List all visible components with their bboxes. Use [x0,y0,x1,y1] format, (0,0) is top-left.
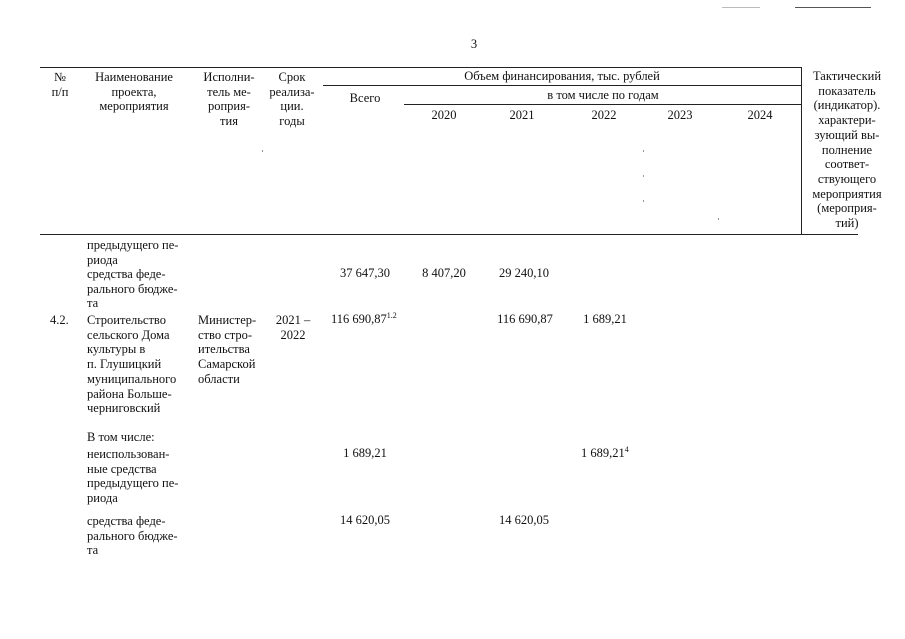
row-federal-budget-total: 37 647,30 [340,266,390,280]
header-year-2023: 2023 [667,108,693,122]
footnote-marker: 1.2 [386,311,397,320]
header-project-name: Наименование проекта, мероприятия [95,70,173,114]
scan-dot [643,200,644,202]
header-bottom-rule [40,234,858,235]
row-including-label: В том числе: [87,430,155,444]
scan-dot [643,150,644,152]
funding-group-rule [323,85,802,86]
page-number: 3 [470,37,478,51]
row-unused-funds-2022: 1 689,21$^4$ [581,445,629,460]
row-federal-budget-2-total: 14 620,05 [340,513,390,527]
indicator-column-rule [801,67,802,235]
footnote-marker: 4 [624,445,629,454]
header-indicator: Тактический показатель (индикатор). характери- зующий вы- полнение соответ- ствующего мероприятия (мероприя- тий) [812,69,882,231]
header-year-2020: 2020 [431,108,457,122]
header-year-2021: 2021 [509,108,535,122]
row-federal-budget-name: средства феде- рального бюдже- та [87,267,178,311]
header-total: Всего [349,91,381,105]
header-term: Срок реализа- ции. годы [269,70,315,129]
row-federal-budget-2-name: средства феде- рального бюдже- та [87,514,178,558]
scan-dot [718,218,719,220]
table-top-rule [40,67,802,68]
scan-dot [262,150,263,152]
scan-mark-line [722,7,760,8]
header-year-2024: 2024 [747,108,773,122]
row-federal-budget-2020: 8 407,20 [422,266,466,280]
row-federal-budget-2-2021: 14 620,05 [499,513,549,527]
header-funding-group: Объем финансирования, тыс. рублей [464,69,660,83]
header-by-years: в том числе по годам [547,88,659,102]
row-4-2-number: 4.2. [50,313,69,327]
scan-mark-line [795,7,871,8]
row-4-2-term: 2021 – 2022 [275,313,311,342]
row-prev-period-name: предыдущего пе- риода [87,238,179,267]
row-4-2-executor: Министер- ство стро- ительства Самарской области [198,313,257,386]
row-unused-funds-total: 1 689,21 [343,446,387,460]
header-number: № п/п [51,70,69,99]
row-4-2-2021: 116 690,87 [497,312,553,326]
header-year-2022: 2022 [591,108,617,122]
row-4-2-total: 116 $690,87^{1.2}$ [331,311,397,326]
row-4-2-name: Строительство сельского Дома культуры в п. Глушицкий муниципального района Больше- черниговский [87,313,177,416]
row-unused-funds-name: неиспользован- ные средства предыдущего пе- риода [87,447,179,506]
header-executor: Исполни- тель ме- роприя- тия [203,70,255,129]
years-group-rule [404,104,802,105]
scan-dot [643,175,644,177]
row-4-2-2022: 1 689,21 [583,312,627,326]
row-federal-budget-2021: 29 240,10 [499,266,549,280]
